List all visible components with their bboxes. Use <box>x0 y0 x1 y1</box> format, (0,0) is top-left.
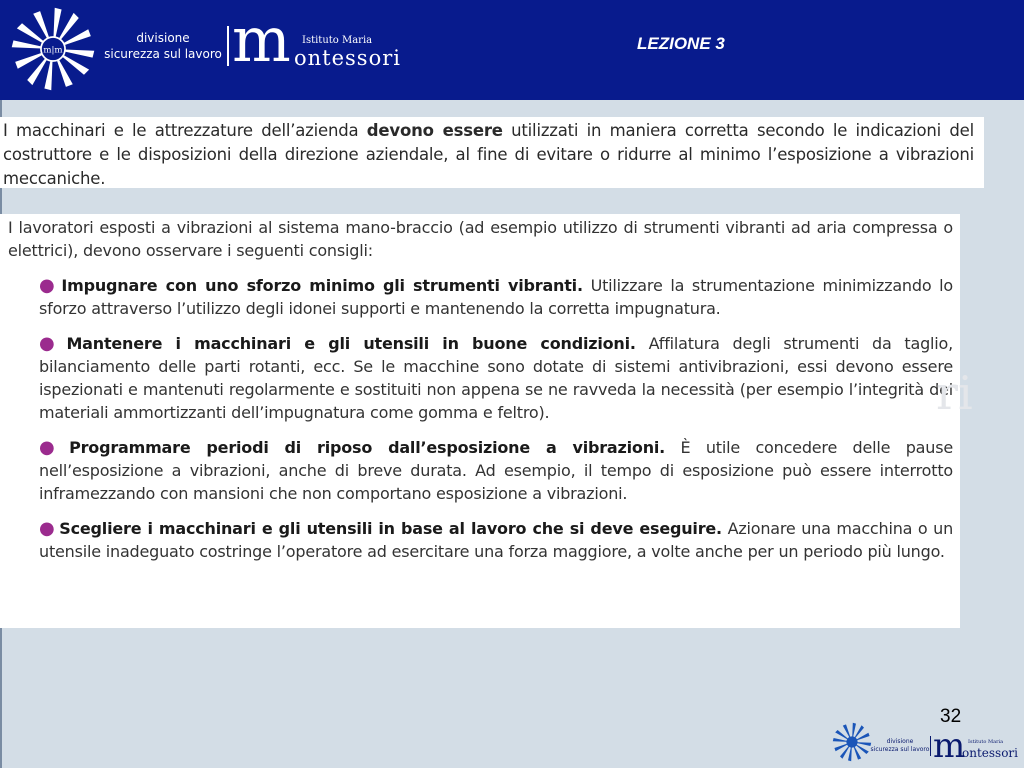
lesson-title: LEZIONE 3 <box>637 34 725 53</box>
advice-intro: I lavoratori esposti a vibrazioni al sistema mano-braccio (ad esempio utilizzo di strumenti vibranti ad aria compressa o elettrici), devono osservare i seguenti consigli: <box>8 218 953 260</box>
spiral-logo-icon <box>10 6 96 92</box>
intro-text-start: I macchinari e le attrezzature dell’azienda <box>3 121 367 140</box>
bullet-icon: ● <box>39 333 63 354</box>
bullet-icon: ● <box>39 518 56 539</box>
advice-item <box>39 436 953 505</box>
footer-logo-istituto-text: Istituto Maria <box>968 739 1004 745</box>
advice-text-box <box>0 214 960 628</box>
advice-title: Mantenere i macchinari e gli utensili in buone condizioni. <box>66 334 636 353</box>
footer-division-line-2: sicurezza sul lavoro <box>870 746 930 753</box>
division-label <box>102 30 224 62</box>
svg-text:m|m: m|m <box>43 45 63 56</box>
intro-text-end: utilizzati in maniera corretta secondo le indicazioni del costruttore e le disposizioni della direzione aziendale, al fine di evitare o ridurre al minimo l’esposizione a vibrazioni meccaniche. <box>3 121 974 188</box>
footer-division-label <box>870 738 930 754</box>
bullet-icon: ● <box>39 437 66 458</box>
logo-letter-m: m <box>232 3 291 76</box>
advice-list <box>0 274 960 563</box>
advice-item <box>39 332 953 424</box>
advice-text: Affilatura degli strumenti da taglio, bilanciamento delle parti rotanti, ecc. Se le macchine sono dotate di sistemi antivibrazioni, essi devono essere ispezionati e mantenuti regolarmente e sostituiti non appena se ne ravveda la necessità (per esempio l’integrità dei materiali ammortizzanti dell’impugnatura come gomma e feltro). <box>39 334 953 422</box>
page-number: 32 <box>940 706 962 727</box>
advice-title: Impugnare con uno sforzo minimo gli strumenti vibranti. <box>61 276 583 295</box>
footer-division-line-1: divisione <box>886 738 914 745</box>
logo-istituto-text: Istituto Maria <box>302 35 373 46</box>
footer-logo-letter-m: m <box>933 726 966 766</box>
logo-ontessori-text: ontessori <box>294 46 401 70</box>
watermark-text: ri <box>936 366 973 420</box>
advice-title: Programmare periodi di riposo dall’esposizione a vibrazioni. <box>69 438 666 457</box>
logo-separator <box>227 26 229 66</box>
footer-logo-separator <box>930 736 931 756</box>
intro-paragraph <box>0 117 984 191</box>
footer-logo-ontessori-text: ontessori <box>962 746 1018 760</box>
intro-text-bold: devono essere <box>366 121 503 140</box>
intro-text-box <box>0 117 984 188</box>
division-line-2: sicurezza sul lavoro <box>104 47 222 61</box>
division-line-1: divisione <box>136 31 190 45</box>
advice-text: È utile concedere delle pause nell’esposizione a vibrazioni, anche di breve durata. Ad esempio, il tempo di esposizione può essere interrotto inframezzando con mansioni che non comportano esposizione a vibrazioni. <box>39 438 953 503</box>
advice-text: Utilizzare la strumentazione minimizzando lo sforzo attraverso l’utilizzo degli idonei supporti e mantenendo la corretta impugnatura. <box>39 276 953 318</box>
spiral-logo-icon <box>832 722 872 762</box>
advice-item <box>39 517 953 563</box>
advice-item <box>39 274 953 320</box>
advice-text: Azionare una macchina o un utensile inadeguato costringe l’operatore ad esercitare una forza maggiore, a volte anche per un periodo più lungo. <box>39 519 954 561</box>
advice-title: Scegliere i macchinari e gli utensili in base al lavoro che si deve eseguire. <box>59 519 722 538</box>
header-bar <box>0 0 1024 100</box>
bullet-icon: ● <box>39 275 58 296</box>
footer-logo <box>832 720 1022 766</box>
